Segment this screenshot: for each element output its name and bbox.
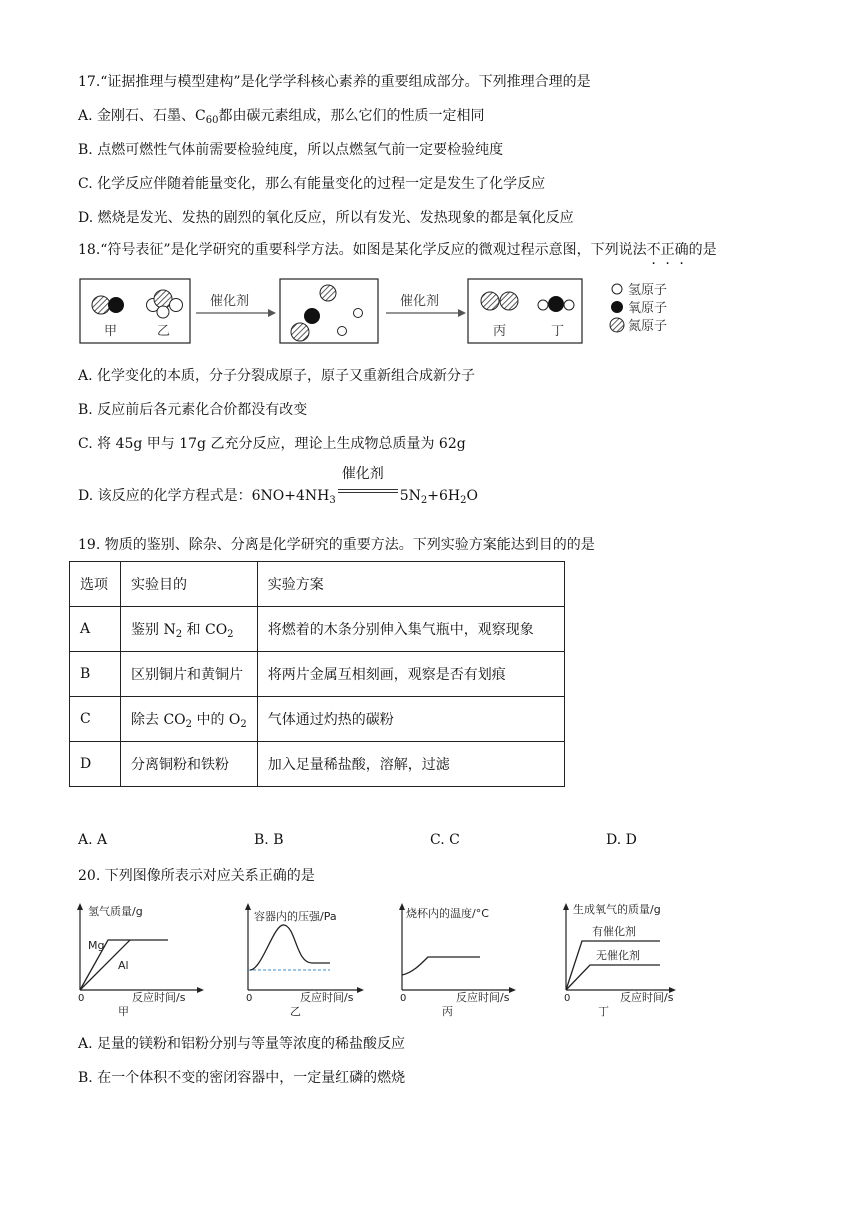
table-row: [70, 652, 565, 697]
table-cell-plan: 将燃着的木条分别伸入集气瓶中，观察现象: [257, 607, 564, 652]
y-axis-label: 烧杯内的温度/°C: [406, 907, 489, 920]
q18-stem-end: 的是: [688, 242, 717, 258]
q18-reaction-diagram: [0, 275, 860, 355]
equation-equals-sign: [336, 466, 400, 500]
catalyst-label-2: 催化剂: [400, 294, 440, 309]
x-axis-label: 反应时间/s: [300, 991, 354, 1004]
table-header: 实验方案: [257, 562, 564, 607]
arrow-head-icon: [268, 309, 276, 317]
graph-yi: [245, 903, 364, 1018]
q20-option-a: A. 足量的镁粉和铝粉分别与等量等浓度的稀盐酸反应: [78, 1036, 406, 1052]
label-bing: 丙: [493, 324, 507, 339]
table-cell-plan: 加入足量稀盐酸，溶解，过滤: [257, 742, 564, 787]
label-jia: 甲: [104, 324, 118, 339]
catalyst-label-1: 催化剂: [210, 294, 250, 309]
hydrogen-atom-icon: [538, 300, 548, 310]
table-header: 实验目的: [121, 562, 258, 607]
oxygen-atom-icon: [108, 297, 124, 313]
q18-emphasis-char: 确: [674, 242, 689, 258]
q17-a-sub: 60: [205, 115, 219, 126]
table-cell-plan: 将两片金属互相刻画，观察是否有划痕: [257, 652, 564, 697]
q17-a-text2: 都由碳元素组成，那么它们的性质一定相同: [218, 108, 485, 124]
equation-sub: 3: [329, 495, 336, 506]
equation-product: 5N: [399, 488, 421, 504]
q19-choice-c: C. C: [430, 832, 460, 848]
series-label-catalyst: 有催化剂: [592, 925, 636, 938]
q19-choice-b: B. B: [254, 832, 284, 848]
x-axis-label: 反应时间/s: [620, 991, 674, 1004]
label-ding: 丁: [551, 324, 565, 339]
q17-option-b: B. 点燃可燃性气体前需要检验纯度，所以点燃氢气前一定要检验纯度: [78, 142, 504, 158]
hydrogen-atom-icon: [354, 309, 363, 318]
graph-caption: 乙: [290, 1005, 301, 1018]
y-axis-label: 容器内的压强/Pa: [254, 910, 337, 923]
arrow-head-icon: [399, 903, 405, 910]
origin-label: 0: [400, 993, 407, 1004]
equation-product: +6H: [427, 488, 461, 504]
q20-stem: 20. 下列图像所表示对应关系正确的是: [78, 868, 315, 884]
q18-option-c: C. 将 45g 甲与 17g 乙充分反应，理论上生成物总质量为 62g: [78, 436, 466, 452]
series-label-no-catalyst: 无催化剂: [596, 949, 640, 962]
table-cell-option: A: [70, 607, 121, 652]
arrow-head-icon: [245, 903, 251, 910]
equation-sub: 2: [420, 495, 428, 506]
hydrogen-atom-icon: [338, 327, 347, 336]
equation-catalyst: 催化剂: [341, 466, 384, 482]
q19-stem: 19. 物质的鉴别、除杂、分离是化学研究的重要方法。下列实验方案能达到目的的是: [78, 537, 595, 553]
arrow-head-icon: [197, 987, 204, 993]
origin-label: 0: [564, 993, 571, 1004]
q17-option-d: D. 燃烧是发光、发热的剧烈的氧化反应，所以有发光、发热现象的都是氧化反应: [78, 210, 574, 226]
q18-option-a: A. 化学变化的本质，分子分裂成原子，原子又重新组合成新分子: [78, 368, 476, 384]
table-header-row: [70, 562, 565, 607]
hydrogen-atom-icon: [564, 300, 574, 310]
equation-sub: 2: [460, 495, 467, 506]
table-row: [70, 742, 565, 787]
oxygen-atom-icon: [304, 308, 320, 324]
q20-option-b: B. 在一个体积不变的密闭容器中，一定量红磷的燃烧: [78, 1070, 406, 1086]
table-row: [70, 607, 565, 652]
origin-label: 0: [78, 993, 85, 1004]
nitrogen-atom-icon: [92, 296, 110, 314]
table-cell-plan: 气体通过灼热的碳粉: [257, 697, 564, 742]
q17-option-c: C. 化学反应伴随着能量变化，那么有能量变化的过程一定是发生了化学反应: [78, 176, 546, 192]
graph-bing: [399, 903, 516, 1018]
series-label-mg: Mg: [88, 939, 105, 952]
arrow-head-icon: [509, 987, 516, 993]
hydrogen-atom-icon: [612, 284, 622, 294]
x-axis-label: 反应时间/s: [456, 991, 510, 1004]
q17-option-a: [78, 106, 484, 131]
graph-jia: [77, 903, 204, 1018]
table-cell-goal: 区别铜片和黄铜片: [121, 652, 258, 697]
q20-graphs: [0, 895, 860, 1025]
arrow-head-icon: [458, 309, 466, 317]
q18-emphasis-char: 正: [660, 242, 675, 258]
nitrogen-atom-icon: [481, 292, 499, 310]
product-box: [468, 279, 582, 343]
y-axis-label: 生成氧气的质量/g: [573, 903, 661, 916]
table-cell-goal: 除去 $CO_2$ 中的 $O_2$: [121, 697, 258, 742]
graph-caption: 甲: [118, 1005, 129, 1018]
table-cell-goal: 鉴别 $N_2$ 和 $CO_2$: [121, 607, 258, 652]
temperature-curve: [402, 957, 480, 975]
x-axis-label: 反应时间/s: [132, 991, 186, 1004]
oxygen-atom-icon: [548, 296, 564, 312]
table-cell-option: B: [70, 652, 121, 697]
graph-caption: 丁: [598, 1005, 609, 1018]
table-row: [70, 697, 565, 742]
nitrogen-atom-icon: [610, 318, 624, 332]
graph-ding: [563, 902, 676, 1018]
oxygen-atom-icon: [611, 301, 623, 313]
nitrogen-atom-icon: [500, 292, 518, 310]
series-label-al: Al: [118, 959, 129, 972]
q18-stem: [78, 240, 717, 260]
q18-stem-text: 18.“符号表征”是化学研究的重要科学方法。如图是某化学反应的微观过程示意图，下列说法: [78, 242, 647, 258]
q17-stem: 17.“证据推理与模型建构”是化学学科核心素养的重要组成部分。下列推理合理的是: [78, 74, 591, 90]
hydrogen-atom-icon: [157, 306, 169, 318]
q19-table: [69, 561, 565, 787]
table-cell-goal: 分离铜粉和铁粉: [121, 742, 258, 787]
nitrogen-atom-icon: [320, 285, 336, 301]
equation-product: O: [466, 488, 478, 504]
arrow-head-icon: [563, 903, 569, 910]
legend-nitrogen: 氮原子: [628, 319, 668, 334]
table-cell-option: D: [70, 742, 121, 787]
nitrogen-atom-icon: [291, 323, 309, 341]
q17-a-text: A. 金刚石、石墨、C: [78, 108, 206, 124]
table-cell-option: C: [70, 697, 121, 742]
table-header: 选项: [70, 562, 121, 607]
arrow-head-icon: [357, 987, 364, 993]
legend-hydrogen: 氢原子: [628, 283, 668, 298]
arrow-head-icon: [77, 903, 83, 910]
q19-choice-d: D. D: [606, 832, 637, 848]
legend-oxygen: 氧原子: [628, 301, 668, 316]
origin-label: 0: [246, 993, 253, 1004]
q19-choice-a: A. A: [78, 832, 108, 848]
pressure-curve: [250, 925, 330, 970]
y-axis-label: 氢气质量/g: [88, 905, 143, 918]
q18-option-b: B. 反应前后各元素化合价都没有改变: [78, 402, 308, 418]
q18-emphasis-char: 不: [646, 242, 661, 258]
no-catalyst-curve: [566, 965, 660, 990]
label-yi: 乙: [157, 324, 171, 339]
graph-caption: 丙: [442, 1005, 453, 1018]
equation-reactants: D. 该反应的化学方程式是：6NO+4NH: [78, 488, 330, 504]
hydrogen-atom-icon: [170, 299, 183, 312]
q18-option-d: [78, 466, 478, 511]
